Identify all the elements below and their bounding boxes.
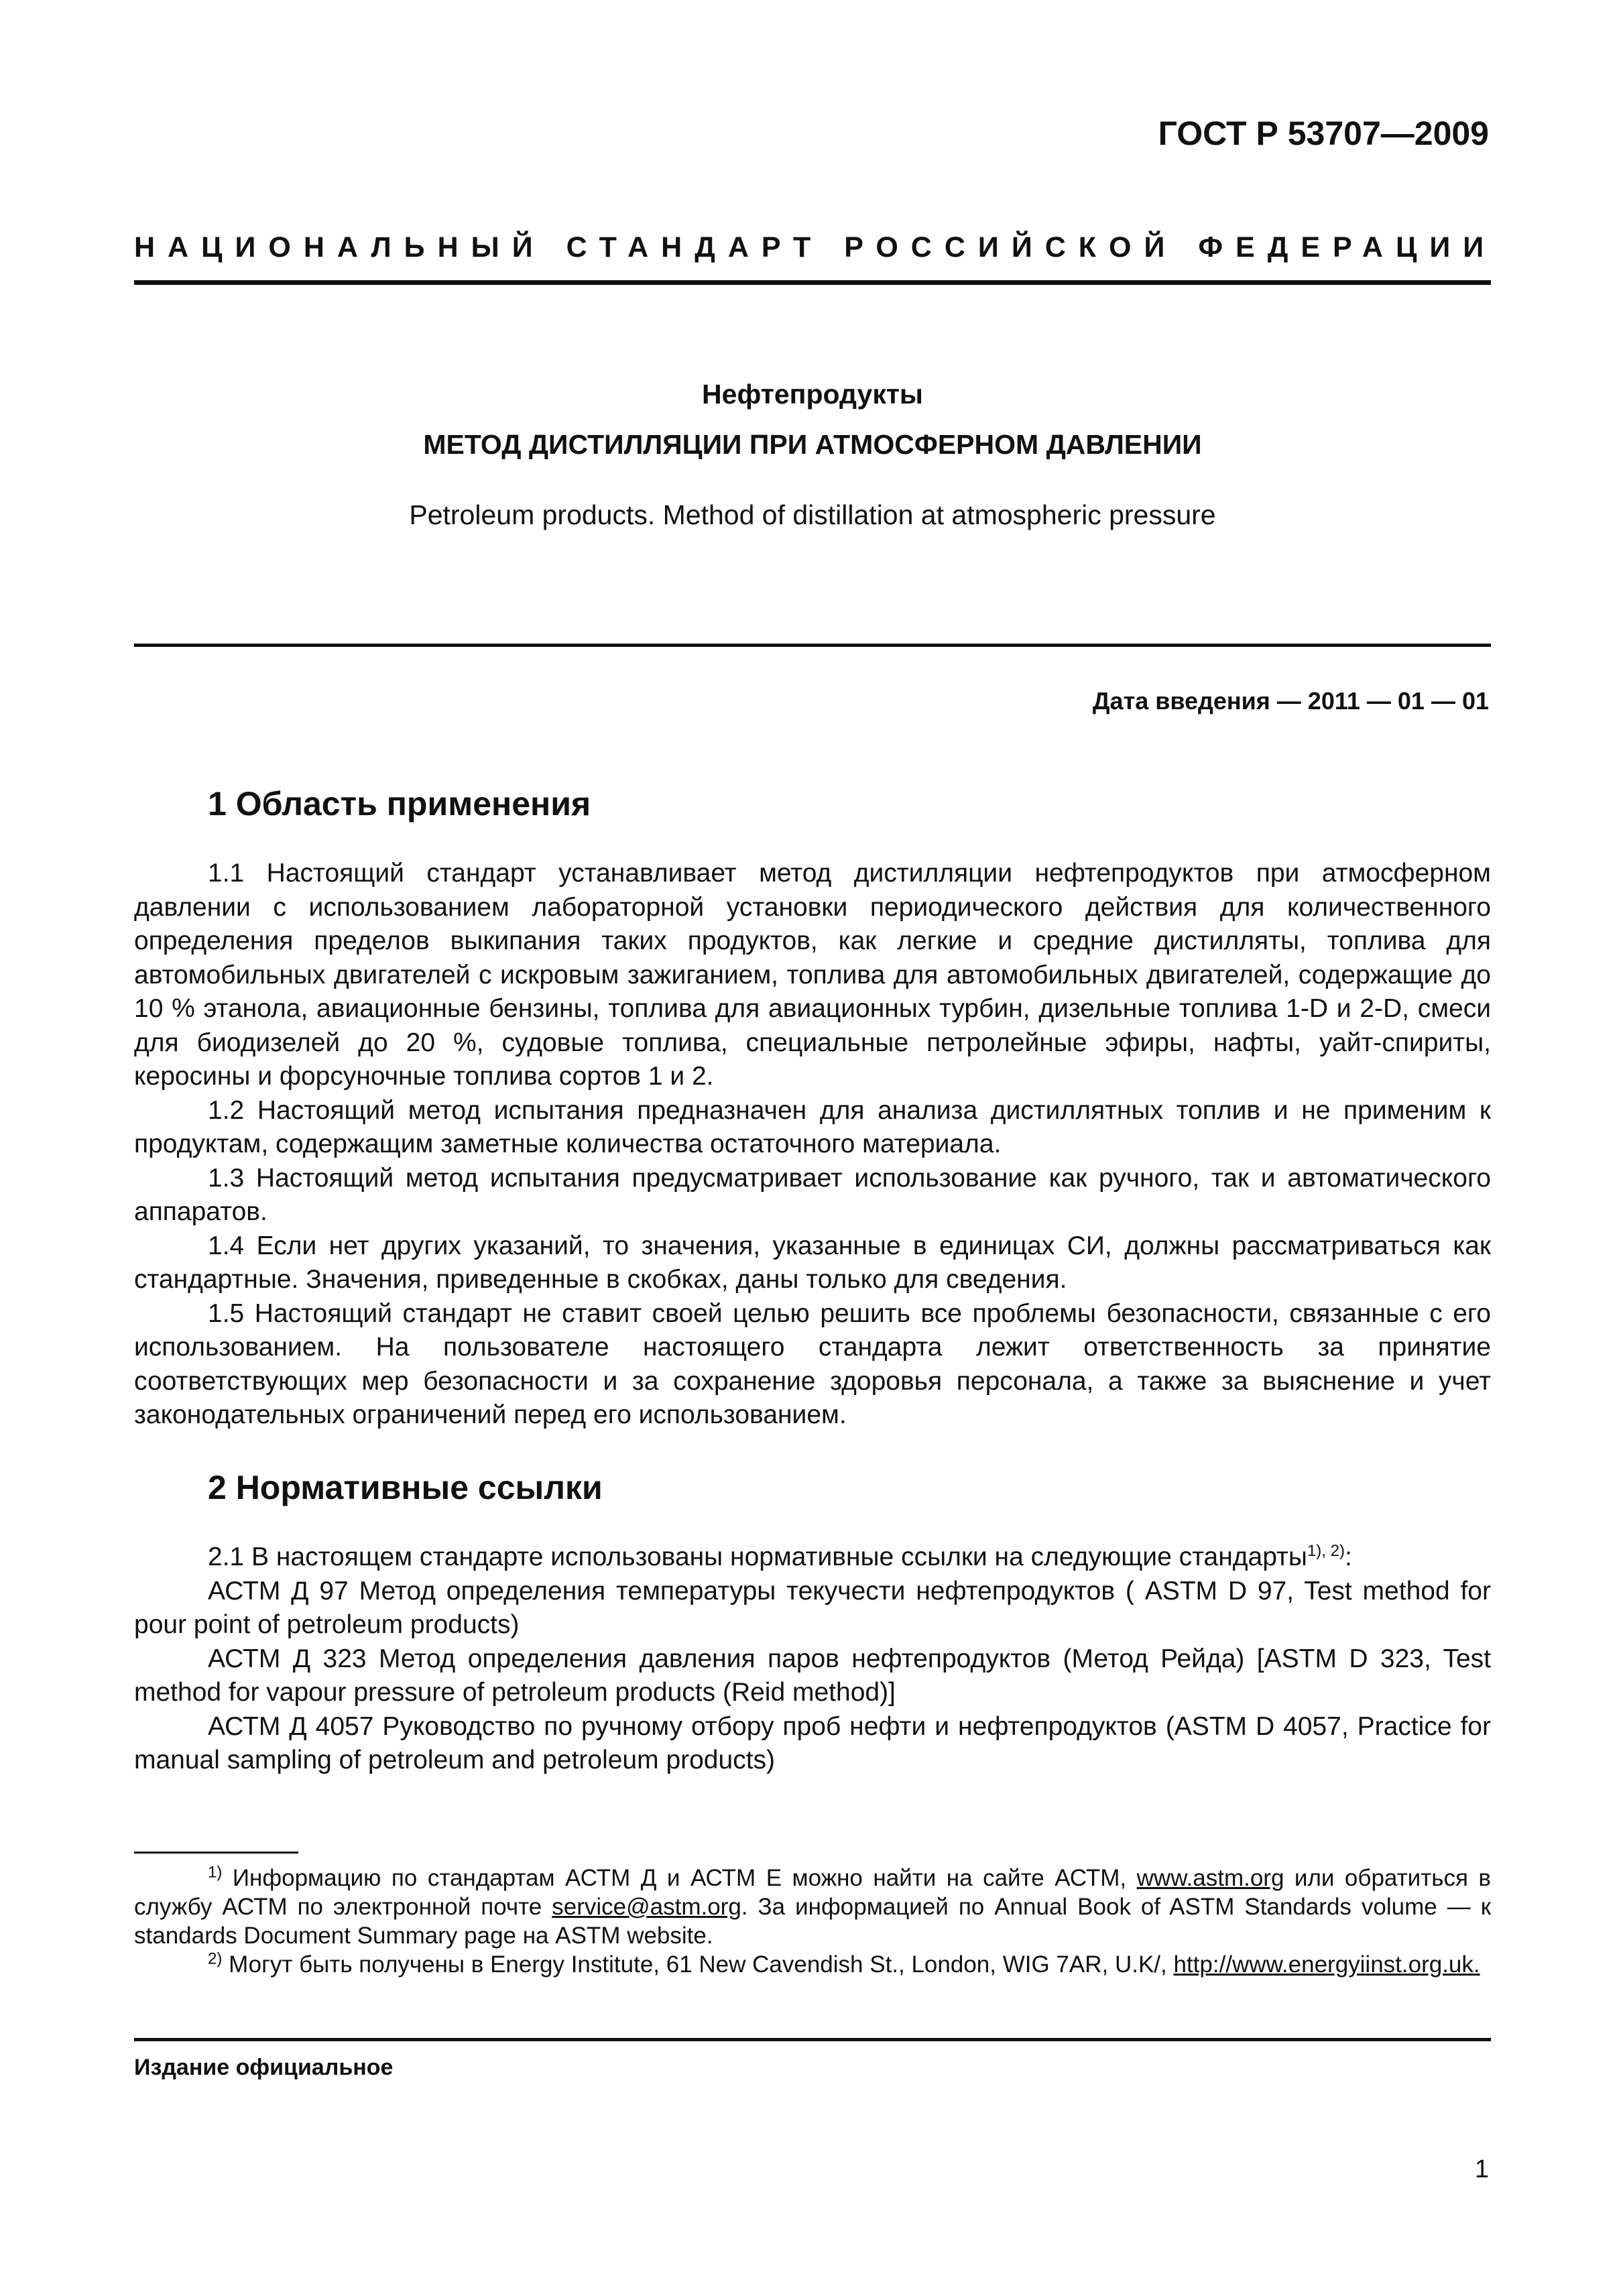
section-2-heading: 2 Нормативные ссылки xyxy=(208,1469,603,1506)
official-edition-label: Издание официальное xyxy=(134,2055,394,2080)
section-1-heading: 1 Область применения xyxy=(208,785,591,823)
footnotes xyxy=(134,1864,1491,1979)
paragraph-1-1: 1.1 Настоящий стандарт устанавливает метод дистилляции нефтепродуктов при атмосферном давлении с использованием лабораторной установки периодического действия для количественного определения пределов выкипания таких продуктов, как легкие и средние дистилляты, топлива для автомобильных двигателей с искровым зажиганием, топлива для автомобильных двигателей, содержащие до 10 % этанола, авиационные бензины, топлива для авиационных турбин, дизельные топлива 1-D и 2-D, смеси для биодизелей до 20 %, судовые топлива, специальные петролейные эфиры, нафты, уайт-спириты, керосины и форсуночные топлива сортов 1 и 2. xyxy=(134,859,1491,1091)
astm-site-link[interactable]: www.astm.org xyxy=(1136,1865,1284,1891)
astm-email-link[interactable]: service@astm.org xyxy=(552,1894,741,1920)
section-2-body xyxy=(134,1540,1491,1778)
introduction-date: Дата введения — 2011 — 01 — 01 xyxy=(1092,687,1489,715)
energy-institute-link[interactable]: http://www.energyiinst.org.uk. xyxy=(1173,1951,1480,1978)
footnote-1: $^{1)}$ Информацию по стандартам АСТМ Д и АСТМ Е можно найти на сайте АСТМ, www.astm.org или обратиться в службу АСТМ по электронной почте service@astm.org. За информацией по Annual Book of ASTM Standards volume — к standards Document Summary page на ASTM website. xyxy=(134,1863,1492,1949)
gost-number: ГОСТ Р 53707—2009 xyxy=(1158,115,1489,152)
document-title-ru: МЕТОД ДИСТИЛЛЯЦИИ ПРИ АТМОСФЕРНОМ ДАВЛЕНИИ xyxy=(423,429,1202,460)
footnote-divider xyxy=(134,1852,298,1854)
section-1-body xyxy=(134,857,1491,1433)
document-title-en: Petroleum products. Method of distillation at atmospheric pressure xyxy=(409,499,1216,530)
document-subject: Нефтепродукты xyxy=(702,379,923,410)
paragraph-2-1: 2.1 В настоящем стандарте использованы нормативные ссылки на следующие стандарты$^{1), 2)}$: xyxy=(208,1542,1352,1571)
paragraph-1-3: 1.3 Настоящий метод испытания предусматривает использование как ручного, так и автоматического аппаратов. xyxy=(134,1163,1491,1226)
reference-astm-d97: АСТМ Д 97 Метод определения температуры текучести нефтепродуктов ( ASTM D 97, Test method for pour point of petroleum products) xyxy=(134,1576,1491,1639)
paragraph-1-4: 1.4 Если нет других указаний, то значения, указанные в единицах СИ, должны рассматриваться как стандартные. Значения, приведенные в скобках, даны только для сведения. xyxy=(134,1231,1491,1294)
national-standard-banner: НАЦИОНАЛЬНЫЙ СТАНДАРТ РОССИЙСКОЙ ФЕДЕРАЦИИ xyxy=(134,231,1497,263)
footer-divider xyxy=(134,2038,1491,2041)
paragraph-1-5: 1.5 Настоящий стандарт не ставит своей целью решить все проблемы безопасности, связанные с его использованием. На пользователе настоящего стандарта лежит ответственность за принятие соответствующих мер безопасности и за сохранение здоровья персонала, а также за выяснение и учет законодательных ограничений перед его использованием. xyxy=(134,1298,1491,1429)
footnote-ref[interactable]: 1), 2) xyxy=(1307,1542,1345,1560)
page-number: 1 xyxy=(1474,2155,1489,2183)
title-divider xyxy=(134,644,1491,647)
paragraph-1-2: 1.2 Настоящий метод испытания предназначен для анализа дистиллятных топлив и не применим к продуктам, содержащим заметные количества остаточного материала. xyxy=(134,1095,1491,1158)
reference-astm-d4057: АСТМ Д 4057 Руководство по ручному отбору проб нефти и нефтепродуктов (ASTM D 4057, Practice for manual sampling of petroleum and petroleum products) xyxy=(134,1711,1491,1774)
reference-astm-d323: АСТМ Д 323 Метод определения давления паров нефтепродуктов (Метод Рейда) [ASTM D 323, Test method for vapour pressure of petroleum products (Reid method)] xyxy=(134,1644,1491,1707)
footnote-2: $^{2)}$ Могут быть получены в Energy Institute, 61 New Cavendish St., London, WIG 7AR, U.K/, http://www.energyiinst.org.uk. xyxy=(208,1949,1480,1978)
header-divider xyxy=(134,280,1491,285)
